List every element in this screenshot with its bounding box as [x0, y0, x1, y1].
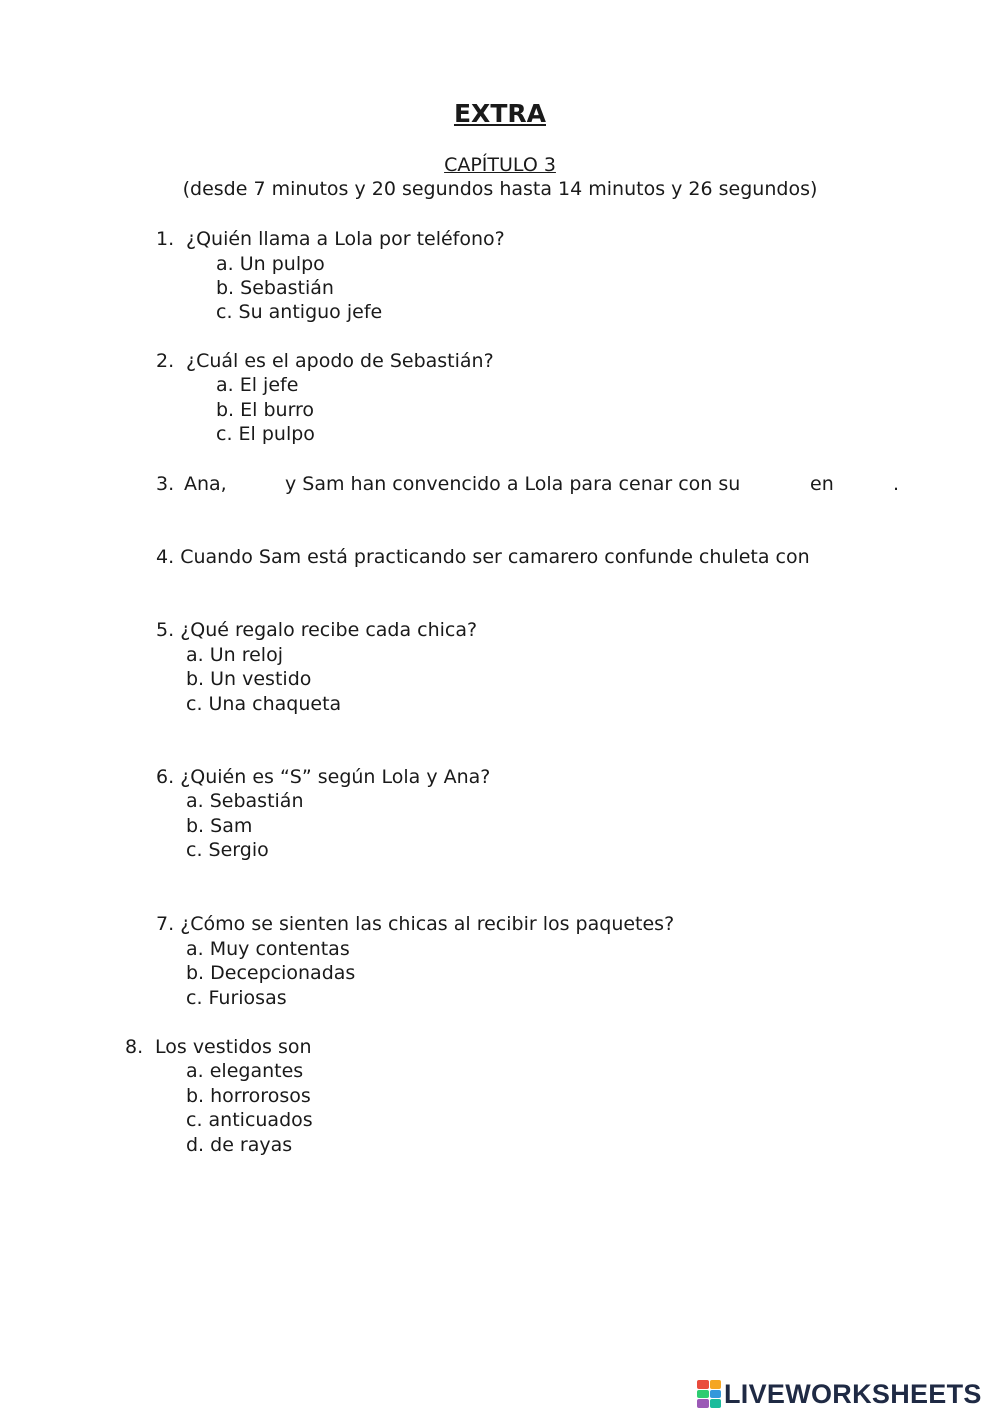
q1-option-a[interactable]: a. Un pulpo: [216, 253, 325, 275]
q6-option-b[interactable]: b. Sam: [186, 815, 253, 837]
logo-block: [697, 1380, 709, 1389]
logo-block: [697, 1390, 709, 1399]
liveworksheets-logo[interactable]: [697, 1378, 982, 1410]
question-6: [156, 765, 490, 789]
logo-block: [697, 1399, 709, 1408]
question-number: 2.: [156, 350, 175, 372]
question-text: ¿Quién llama a Lola por teléfono?: [186, 228, 505, 250]
question-text: ¿Quién es “S” según Lola y Ana?: [180, 766, 491, 788]
time-range: (desde 7 minutos y 20 segundos hasta 14 minutos y 26 segundos): [182, 178, 818, 200]
chapter-heading: CAPÍTULO 3: [444, 154, 556, 176]
question-number: 4.: [156, 546, 175, 568]
logo-block: [710, 1399, 722, 1408]
q8-option-b[interactable]: b. horrorosos: [186, 1085, 311, 1107]
q2-option-b[interactable]: b. El burro: [216, 399, 315, 421]
question-text: ¿Cuál es el apodo de Sebastián?: [186, 350, 494, 372]
question-text: Los vestidos son: [155, 1036, 312, 1058]
question-number: 5.: [156, 619, 175, 641]
document-title: EXTRA: [453, 99, 546, 128]
question-text: ¿Cómo se sienten las chicas al recibir los paquetes?: [180, 913, 675, 935]
q1-option-c[interactable]: c. Su antiguo jefe: [216, 301, 383, 323]
logo-block: [710, 1380, 722, 1389]
question-8: [125, 1035, 312, 1059]
question-2: [156, 349, 494, 373]
q3-part-4: .: [893, 473, 900, 495]
question-number: 7.: [156, 913, 175, 935]
question-number: 6.: [156, 766, 175, 788]
q5-option-c[interactable]: c. Una chaqueta: [186, 693, 342, 715]
q5-option-b[interactable]: b. Un vestido: [186, 668, 312, 690]
q7-option-c[interactable]: c. Furiosas: [186, 987, 287, 1009]
q3-number: 3.: [156, 473, 175, 495]
question-1: [156, 227, 505, 251]
logo-text: LIVEWORKSHEETS: [724, 1378, 982, 1409]
q8-option-a[interactable]: a. elegantes: [186, 1060, 304, 1082]
q8-option-d[interactable]: d. de rayas: [186, 1134, 293, 1156]
q7-option-b[interactable]: b. Decepcionadas: [186, 962, 356, 984]
q3-part-2: y Sam han convencido a Lola para cenar con su: [285, 473, 741, 495]
question-7: [156, 912, 674, 936]
question-text: ¿Qué regalo recibe cada chica?: [180, 619, 478, 641]
question-text: Cuando Sam está practicando ser camarero confunde chuleta con: [180, 546, 810, 568]
question-4: [156, 545, 810, 569]
question-5: [156, 618, 477, 642]
q3-part-1: Ana,: [184, 473, 227, 495]
q2-option-a[interactable]: a. El jefe: [216, 374, 299, 396]
q8-option-c[interactable]: c. anticuados: [186, 1109, 313, 1131]
logo-block: [710, 1390, 722, 1399]
question-number: 8.: [125, 1036, 144, 1058]
liveworksheets-logo-icon: [697, 1380, 721, 1408]
q6-option-a[interactable]: a. Sebastián: [186, 790, 304, 812]
q2-option-c[interactable]: c. El pulpo: [216, 423, 315, 445]
q6-option-c[interactable]: c. Sergio: [186, 839, 269, 861]
q5-option-a[interactable]: a. Un reloj: [186, 644, 283, 666]
question-number: 1.: [156, 228, 175, 250]
q1-option-b[interactable]: b. Sebastián: [216, 277, 334, 299]
q3-part-3: en: [810, 473, 834, 495]
q7-option-a[interactable]: a. Muy contentas: [186, 938, 350, 960]
